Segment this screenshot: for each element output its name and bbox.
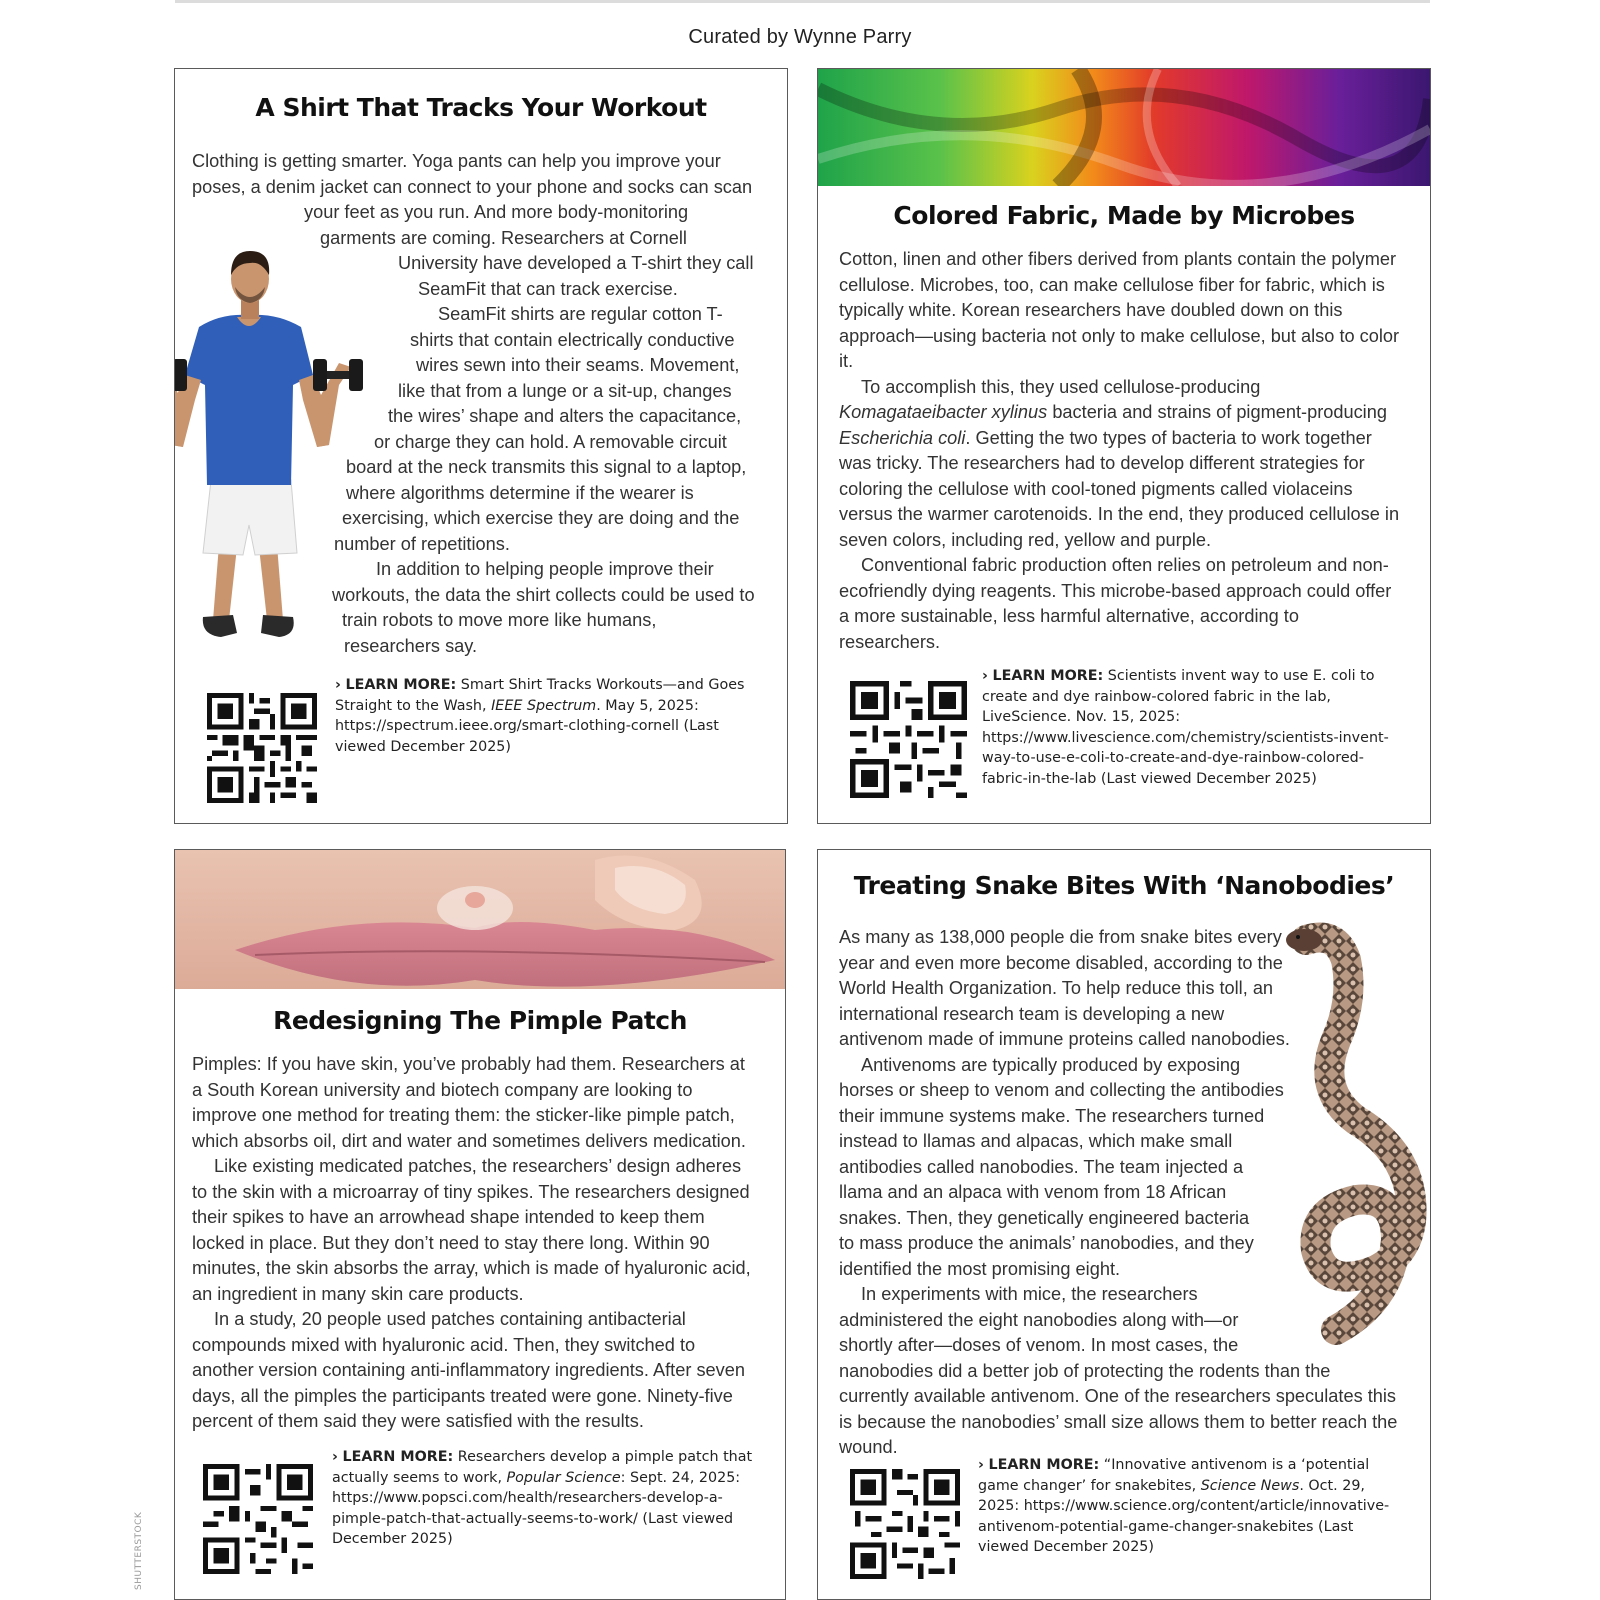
paragraph: Cotton, linen and other fibers derived from plants contain the polymer cellulose. Microbes, too, can make cellulose fiber for fabric, which is typically white. Korean researchers have doubled down on this approach—using bacteria not only to make cellulose, but also to color it. xyxy=(839,249,1400,371)
learn-more-label: LEARN MORE: xyxy=(992,668,1104,684)
paragraph: SeamFit shirts are regular cotton T-shirts that contain electrically conductive wires sewn into their seams. Movement, like that from a lunge or a sit-up, changes the wires’ shape and alters the capacitance, or charge they can hold. A removable circuit board at the neck transmits this signal to a laptop, where algorithms determine if the wearer is exercising, which exercise they are doing and the number of repetitions. xyxy=(334,304,747,554)
chevron-right-icon: › xyxy=(332,1449,338,1465)
paragraph: In addition to helping people improve their workouts, the data the shirt collects could be used to train robots to move more like humans, researchers say. xyxy=(332,559,755,656)
learn-more-details[interactable]: . Oct. 29, 2025: https://www.science.org/content/article/innovative-antivenom-potential-game-changer-snakebites (Last viewed December 2025) xyxy=(978,1477,1390,1555)
article-card-fabric xyxy=(817,68,1431,824)
photo-credit: SHUTTERSTOCK xyxy=(134,1511,144,1590)
learn-more-source: Popular Science xyxy=(506,1469,621,1486)
article-title: A Shirt That Tracks Your Workout xyxy=(255,93,707,122)
learn-more-label: LEARN MORE: xyxy=(342,1449,454,1465)
man-with-dumbbells-illustration xyxy=(174,235,391,645)
article-card-pimple xyxy=(174,849,786,1600)
learn-more-block xyxy=(335,675,755,757)
learn-more-details[interactable]: : Sept. 24, 2025: https://www.popsci.com/health/researchers-develop-a-pimple-patch-that-actually-seems-to-work/ (Last viewed December 2025) xyxy=(332,1469,741,1547)
learn-more-source: IEEE Spectrum xyxy=(491,697,597,714)
learn-more-source: Science News xyxy=(1200,1477,1300,1494)
lips-pimple-patch-photo xyxy=(175,850,785,989)
paragraph: In a study, 20 people used patches containing antibacterial compounds mixed with hyaluronic acid. Then, they switched to another version containing anti-inflammatory ingredients. After seven days, all the pimples the participants treated were gone. Ninety-five percent of them said they were satisfied with the results. xyxy=(192,1309,745,1431)
learn-more-label: LEARN MORE: xyxy=(345,677,457,693)
paragraph: In experiments with mice, the researchers administered the eight nanobodies along with—or shortly after—doses of venom. In most cases, the nanobodies did a better job of protecting the rodents than the currently available antivenom. One of the researchers speculates this is because the nanobodies’ small size allows them to better reach the wound. xyxy=(839,1284,1398,1457)
paragraph: To accomplish this, they used cellulose-producing Komagataeibacter xylinus bacteria and strains of pigment-producing Escherichia coli. Getting the two types of bacteria to work together was tricky. The researchers had to develop different strategies for coloring the cellulose with cool-toned pigments called violaceins versus the warmer carotenoids. In the end, they produced cellulose in seven colors, including red, yellow and purple. xyxy=(839,376,1400,550)
chevron-right-icon: › xyxy=(978,1457,984,1473)
learn-more-text: “Innovative antivenom is a ‘potential game changer’ for snakebites, xyxy=(978,1457,1370,1494)
chevron-right-icon: › xyxy=(335,677,341,693)
qr-code[interactable] xyxy=(850,1469,960,1579)
chevron-right-icon: › xyxy=(982,668,988,684)
paragraph: Antivenoms are typically produced by exposing horses or sheep to venom and collecting the antibodies their immune systems make. The researchers turned instead to llamas and alpacas, which make small antibodies called nanobodies. The team injected a llama and an alpaca with venom from 18 African snakes. Then, they genetically engineered bacteria to mass produce the animals’ nanobodies, and they identified the most promising eight. xyxy=(839,1054,1284,1279)
qr-code[interactable] xyxy=(850,681,967,798)
paragraph: Conventional fabric production often relies on petroleum and non-ecofriendly dying reagents. This microbe-based approach could offer a more sustainable, less harmful alternative, according to researchers. xyxy=(839,555,1392,652)
learn-more-block xyxy=(978,1455,1408,1558)
paragraph: Clothing is getting smarter. Yoga pants can help you improve your poses, a denim jacket can connect to your phone and socks can scan your feet as you run. And more body-monitoring garments are coming. Researchers at Cornell University have developed a T-shirt they call SeamFit that can track exercise. xyxy=(192,151,754,299)
article-card-shirt xyxy=(174,68,788,824)
paragraph: Pimples: If you have skin, you’ve probably had them. Researchers at a South Korean university and biotech company are looking to improve one method for treating them: the sticker-like pimple patch, which absorbs oil, dirt and water and sometimes delivers medication. xyxy=(192,1054,746,1151)
learn-more-text: Researchers develop a pimple patch that actually seems to work, xyxy=(332,1449,753,1486)
paragraph: As many as 138,000 people die from snake bites every year and even more become disabled, according to the World Health Organization. To help reduce this toll, an international research team is developing a new antivenom made of immune proteins called nanobodies. xyxy=(839,927,1290,1049)
learn-more-text: Smart Shirt Tracks Workouts—and Goes Straight to the Wash, xyxy=(335,677,745,714)
snake-illustration xyxy=(1276,920,1431,1360)
learn-more-details[interactable]: . May 5, 2025: https://spectrum.ieee.org/smart-clothing-cornell (Last viewed December 2025) xyxy=(335,697,719,755)
learn-more-label: LEARN MORE: xyxy=(988,1457,1100,1473)
article-title: Treating Snake Bites With ‘Nanobodies’ xyxy=(853,871,1395,900)
top-rule xyxy=(175,0,1430,3)
learn-more-block xyxy=(982,666,1407,789)
article-card-snake xyxy=(817,849,1431,1600)
article-body xyxy=(839,247,1404,655)
rainbow-fabric-photo xyxy=(818,69,1430,186)
paragraph: Like existing medicated patches, the researchers’ design adheres to the skin with a microarray of tiny spikes. The researchers designed their spikes to have an arrowhead shape intended to keep them locked in place. But they don’t need to stay there long. Within 90 minutes, the skin absorbs the array, which is made of hyaluronic acid, an ingredient in many skin care products. xyxy=(192,1156,751,1304)
qr-code[interactable] xyxy=(207,693,317,803)
learn-more-text[interactable]: Scientists invent way to use E. coli to create and dye rainbow-colored fabric in the lab, LiveScience. Nov. 15, 2025: https://www.livescience.com/chemistry/scientists-invent-way-to-use-e-coli-to-create-and-dye-rainbow-colored-fabric-in-the-lab (Last viewed December 2025) xyxy=(982,668,1389,787)
article-title: Colored Fabric, Made by Microbes xyxy=(893,201,1355,230)
curated-by-line: Curated by Wynne Parry xyxy=(688,26,912,48)
qr-code[interactable] xyxy=(203,1464,313,1574)
article-title: Redesigning The Pimple Patch xyxy=(273,1006,687,1035)
learn-more-block xyxy=(332,1447,762,1550)
article-body xyxy=(192,1052,757,1435)
